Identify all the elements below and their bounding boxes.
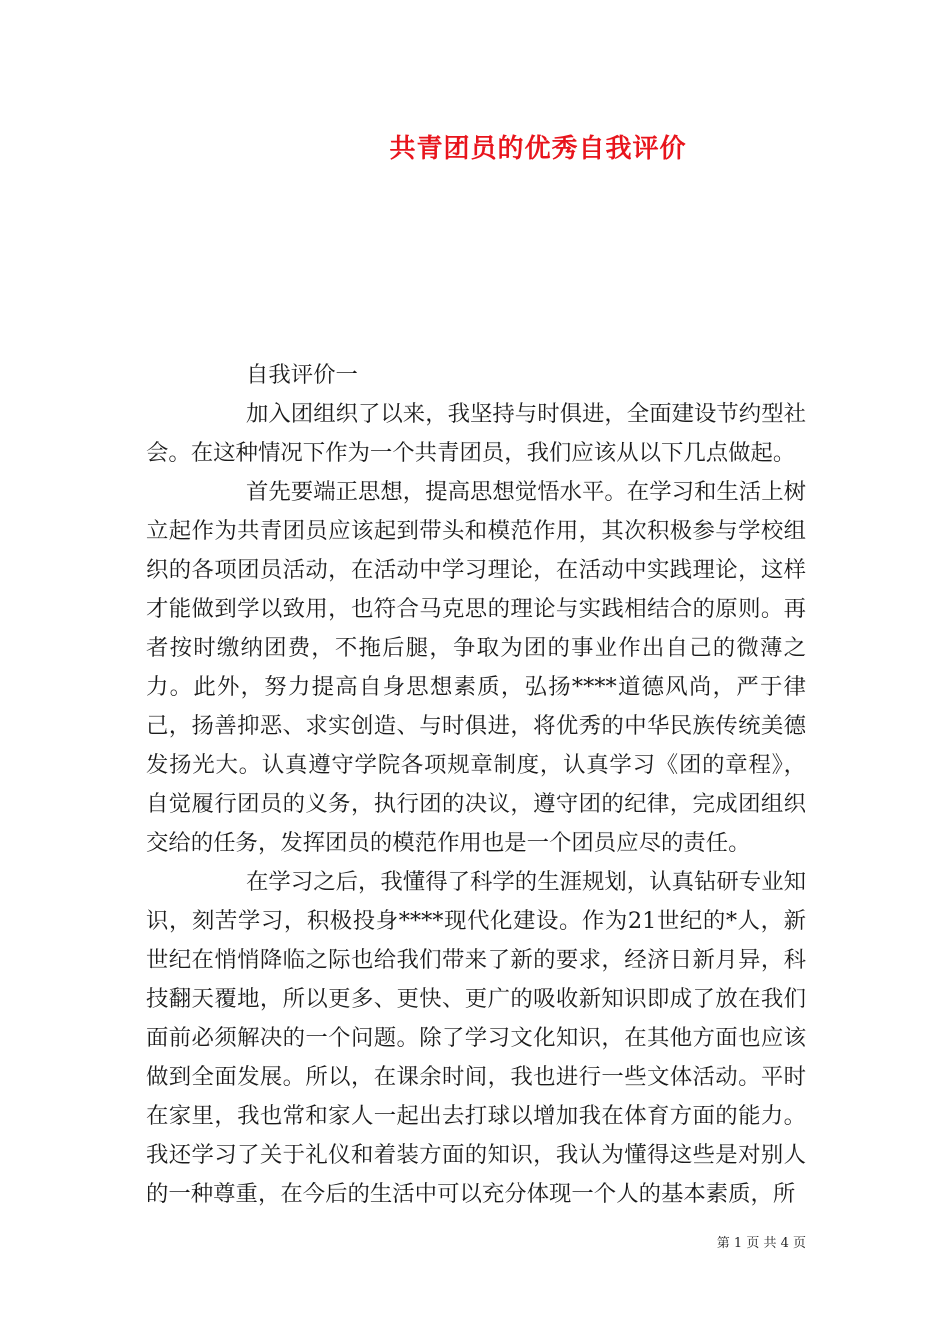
paragraph-1: 加入团组织了以来，我坚持与时俱进，全面建设节约型社会。在这种情况下作为一个共青团员，我们应该从以下几点做起。 bbox=[146, 401, 806, 466]
page-number-footer: 第 1 页 共 4 页 bbox=[716, 1236, 806, 1251]
paragraph-3: 在学习之后，我懂得了科学的生涯规划，认真钻研专业知识，刻苦学习，积极投身****现代化建设。作为21世纪的*人，新世纪在悄悄降临之际也给我们带来了新的要求，经济日新月异，科技翻天覆地，所以更多、更快、更广的吸收新知识即成了放在我们面前必须解决的一个问题。除了学习文化知识，在其他方面也应该做到全面发展。所以，在课余时间，我也进行一些文体活动。平时在家里，我也常和家人一起出去打球以增加我在体育方面的能力。我还学习了关于礼仪和着装方面的知识，我认为懂得这些是对别人的一种尊重，在今后的生活中可以充分体现一个人的基本素质，所 bbox=[146, 869, 806, 1207]
document-body bbox=[146, 356, 806, 1214]
document-title: 共青团员的优秀自我评价 bbox=[389, 134, 687, 164]
section-heading: 自我评价一 bbox=[246, 362, 358, 388]
paragraph-2: 首先要端正思想，提高思想觉悟水平。在学习和生活上树立起作为共青团员应该起到带头和模范作用，其次积极参与学校组织的各项团员活动，在活动中学习理论，在活动中实践理论，这样才能做到学以致用，也符合马克思的理论与实践相结合的原则。再者按时缴纳团费，不拖后腿，争取为团的事业作出自己的微薄之力。此外，努力提高自身思想素质，弘扬****道德风尚，严于律己，扬善抑恶、求实创造、与时俱进，将优秀的中华民族传统美德发扬光大。认真遵守学院各项规章制度，认真学习《团的章程》，自觉履行团员的义务，执行团的决议，遵守团的纪律，完成团组织交给的任务，发挥团员的模范作用也是一个团员应尽的责任。 bbox=[146, 479, 806, 856]
